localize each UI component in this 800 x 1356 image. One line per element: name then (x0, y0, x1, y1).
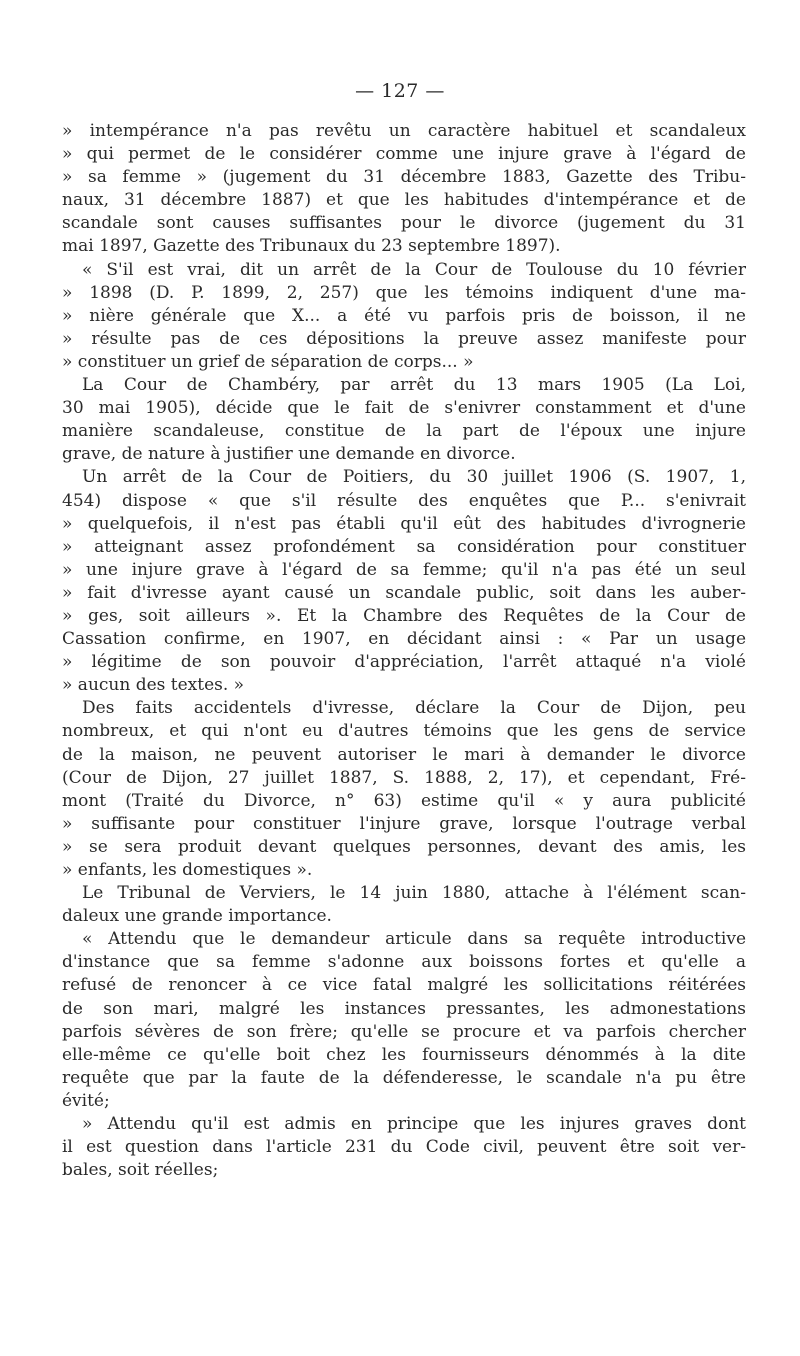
text-line: » Attendu qu'il est admis en principe que les injures graves dont (82, 1114, 746, 1135)
body-text (62, 120, 746, 1182)
text-line: mai 1897, Gazette des Tribunaux du 23 septembre 1897). (62, 236, 561, 257)
text-line: » nière générale que X... a été vu parfois pris de boisson, il ne (62, 305, 746, 326)
text-line: » 1898 (D. P. 1899, 2, 257) que les témoins indiquent d'une ma- (62, 282, 746, 303)
text-line: » atteignant assez profondément sa considération pour constituer (62, 536, 746, 557)
text-line: » une injure grave à l'égard de sa femme; qu'il n'a pas été un seul (62, 559, 746, 580)
text-line: Le Tribunal de Verviers, le 14 juin 1880, attache à l'élément scan- (82, 883, 746, 904)
text-line: » ges, soit ailleurs ». Et la Chambre des Requêtes de la Cour de (62, 605, 746, 626)
text-line: « Attendu que le demandeur articule dans sa requête introductive (82, 929, 746, 950)
text-line: » suffisante pour constituer l'injure grave, lorsque l'outrage verbal (62, 813, 746, 834)
text-line: » résulte pas de ces dépositions la preuve assez manifeste pour (62, 328, 746, 349)
text-line: » qui permet de le considérer comme une injure grave à l'égard de (62, 144, 746, 165)
text-line: refusé de renoncer à ce vice fatal malgré les sollicitations réitérées (62, 975, 746, 996)
text-line: » quelquefois, il n'est pas établi qu'il eût des habitudes d'ivrognerie (62, 513, 746, 534)
text-line: daleux une grande importance. (62, 906, 332, 927)
text-line: il est question dans l'article 231 du Code civil, peuvent être soit ver- (62, 1137, 746, 1158)
text-line: d'instance que sa femme s'adonne aux boissons fortes et qu'elle a (62, 952, 746, 973)
text-line: de son mari, malgré les instances pressantes, les admonestations (62, 998, 746, 1019)
page-number: — 127 — (355, 80, 445, 102)
text-line: » intempérance n'a pas revêtu un caractère habituel et scandaleux (62, 121, 746, 141)
text-line: grave, de nature à justifier une demande en divorce. (62, 444, 516, 465)
text-line: Cassation confirme, en 1907, en décidant ainsi : « Par un usage (62, 629, 746, 650)
text-line: » fait d'ivresse ayant causé un scandale public, soit dans les auber- (62, 582, 746, 603)
text-line: » enfants, les domestiques ». (62, 860, 313, 880)
text-line: 454) dispose « que s'il résulte des enquêtes que P... s'enivrait (62, 490, 746, 511)
text-line: nombreux, et qui n'ont eu d'autres témoins que les gens de service (62, 721, 746, 742)
text-line: » sa femme » (jugement du 31 décembre 1883, Gazette des Tribu- (62, 167, 746, 188)
text-line: La Cour de Chambéry, par arrêt du 13 mars 1905 (La Loi, (82, 375, 746, 396)
text-line: Un arrêt de la Cour de Poitiers, du 30 juillet 1906 (S. 1907, 1, (82, 467, 746, 488)
text-line: » légitime de son pouvoir d'appréciation, l'arrêt attaqué n'a violé (62, 652, 746, 673)
text-line: scandale sont causes suffisantes pour le divorce (jugement du 31 (62, 213, 746, 234)
text-line: » se sera produit devant quelques personnes, devant des amis, les (62, 836, 746, 857)
text-line: manière scandaleuse, constitue de la part de l'époux une injure (62, 421, 746, 442)
text-line: de la maison, ne peuvent autoriser le mari à demander le divorce (62, 744, 746, 765)
text-line: 30 mai 1905), décide que le fait de s'enivrer constamment et d'une (62, 398, 746, 419)
text-line: elle-même ce qu'elle boit chez les fournisseurs dénommés à la dite (62, 1044, 746, 1065)
text-line: « S'il est vrai, dit un arrêt de la Cour de Toulouse du 10 février (82, 259, 746, 280)
text-line: » constituer un grief de séparation de corps... » (62, 351, 474, 372)
text-line: Des faits accidentels d'ivresse, déclare la Cour de Dijon, peu (82, 698, 746, 719)
text-line: bales, soit réelles; (62, 1160, 219, 1181)
text-line: (Cour de Dijon, 27 juillet 1887, S. 1888, 2, 17), et cependant, Fré- (62, 767, 746, 788)
text-line: parfois sévères de son frère; qu'elle se procure et va parfois chercher (62, 1021, 746, 1042)
text-line: mont (Traité du Divorce, n° 63) estime qu'il « y aura publicité (62, 790, 746, 811)
text-line: requête que par la faute de la défenderesse, le scandale n'a pu être (62, 1067, 746, 1088)
text-line: » aucun des textes. » (62, 675, 245, 696)
text-line: évité; (62, 1090, 110, 1111)
text-line: naux, 31 décembre 1887) et que les habitudes d'intempérance et de (62, 190, 746, 211)
